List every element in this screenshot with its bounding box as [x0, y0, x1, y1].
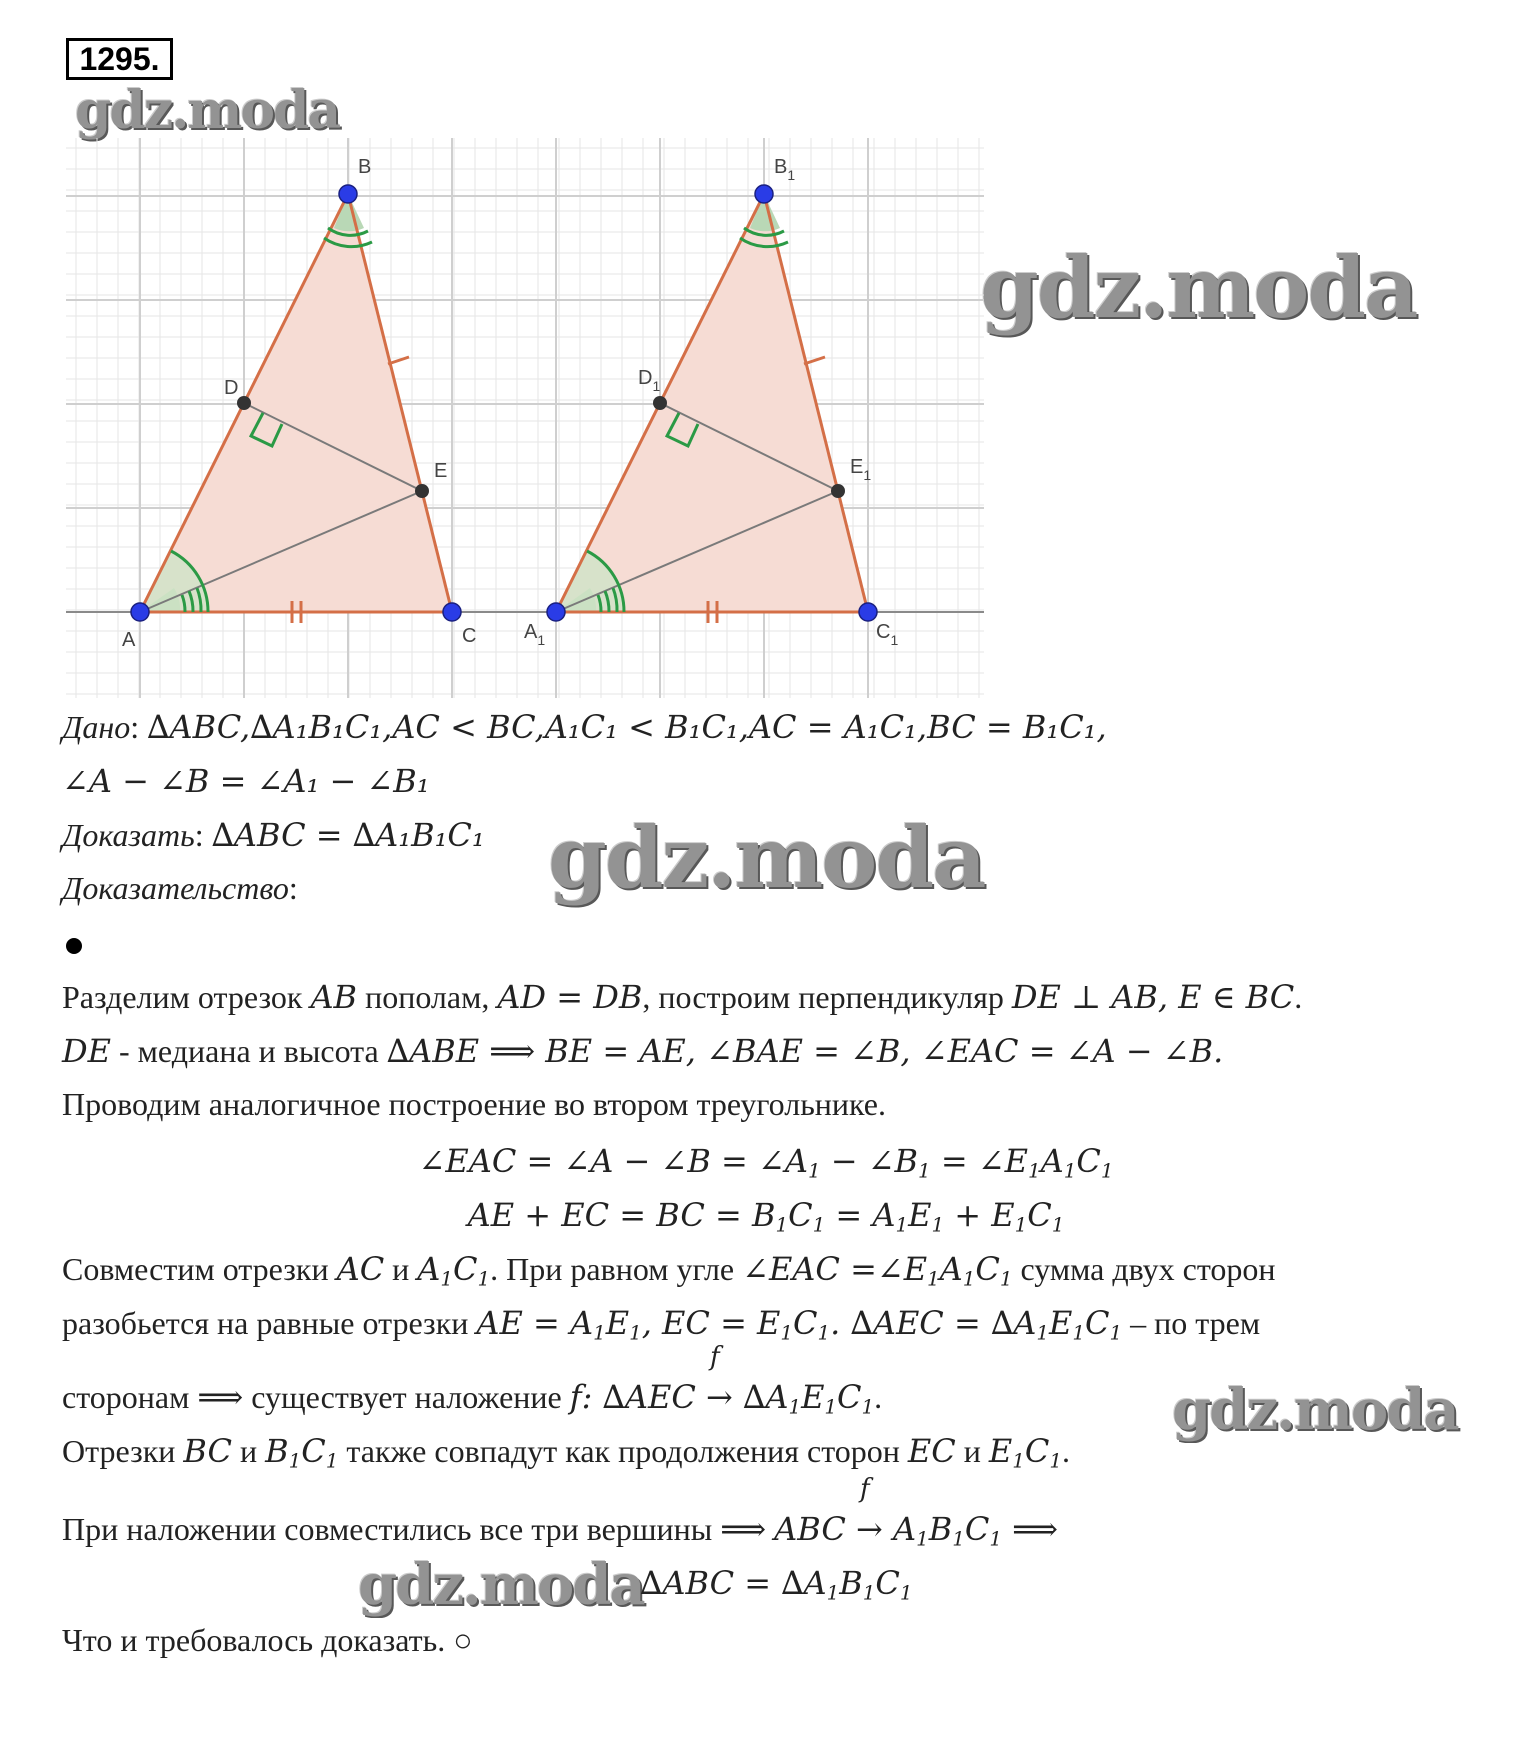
grid [66, 138, 984, 698]
label-d: D [224, 377, 239, 399]
grid-major [66, 138, 984, 698]
label-d1: $D_1$ [638, 367, 661, 394]
qed-line: Что и требовалось доказать. ○ [62, 1622, 473, 1658]
given-label: Дано [62, 709, 131, 745]
watermark: gdz.moda [980, 238, 1417, 337]
proof-label: Доказательство [62, 870, 289, 906]
label-e: E [434, 460, 448, 482]
prove-label: Доказать [62, 817, 195, 853]
proof-line-3: Проводим аналогичное построение во втором треугольнике. [62, 1086, 886, 1122]
label-b: B [358, 156, 372, 178]
proof-line-10: При наложении совместились все три вершины ⟹ ABC → f $A_1B_1C_1$ ⟹ [62, 1474, 1058, 1551]
watermark: gdz.moda [548, 808, 985, 907]
problem-number: 1295. [66, 38, 173, 80]
given-line-2: ∠A − ∠B = ∠A₁ − ∠B₁ [62, 762, 430, 800]
given-line-1: Дано: ∆ABC,∆A₁B₁C₁,AC < BC,A₁C₁ < B₁C₁,AC = A₁C₁,BC = B₁C₁, [62, 708, 1107, 746]
equation-angles: ∠EAC = ∠A − ∠B = $\angle A_1$ − $\angle B_1$ = $\angle E_1A_1C_1$ [418, 1142, 1114, 1183]
conclusion-equation: $\Delta ABC = \Delta A_1B_1C_1$ [640, 1564, 913, 1605]
proof-line-9: Отрезки BC и $B_1C_1$ также совпадут как продолжения сторон EC и $E_1C_1$. [62, 1432, 1070, 1473]
label-a: A [122, 629, 136, 651]
prove-statement: ∆ABC = ∆A₁B₁C₁ [211, 816, 485, 854]
label-c1: $C_1$ [876, 621, 899, 648]
watermark: gdz.moda [1172, 1377, 1458, 1443]
watermark: gdz.moda [75, 80, 340, 141]
proof-line-1: Разделим отрезок AB пополам, AD = DB, построим перпендикуляр DE ⊥ AB, E ∈ BC. [62, 978, 1303, 1016]
label-a1: $A_1$ [524, 621, 546, 648]
bullet [66, 938, 82, 954]
equation-sides: AE + EC = BC = $B_1C_1 = A_1E_1 + E_1C_1$ [467, 1196, 1065, 1237]
label-e1: $E_1$ [850, 456, 872, 483]
geometry-figure [66, 138, 984, 698]
figure-svg [66, 138, 984, 698]
label-c: C [462, 625, 477, 647]
proof-line-7: разобьется на равные отрезки AE = $A_1E_1$, EC = $E_1C_1$. $\Delta AEC = \Delta A_1E_1C_1$ – по трем [62, 1304, 1261, 1345]
prove-line: Доказать: ∆ABC = ∆A₁B₁C₁ [62, 816, 485, 854]
proof-line-8: сторонам ⟹ существует наложение f: ∆AEC → f $\Delta A_1E_1C_1$. [62, 1342, 883, 1419]
label-b1: $B_1$ [774, 156, 796, 183]
proof-line-2: DE - медиана и высота ∆ABE ⟹ BE = AE, ∠BAE = ∠B, ∠EAC = ∠A − ∠B. [62, 1032, 1224, 1070]
watermark: gdz.moda [358, 1552, 644, 1618]
proof-heading: Доказательство: [62, 870, 298, 906]
proof-line-6: Совместим отрезки AC и $A_1C_1$. При равном угле ∠EAC $=\angle E_1A_1C_1$ сумма двух сторон [62, 1250, 1276, 1291]
given-statement-1: ∆ABC,∆A₁B₁C₁,AC < BC,A₁C₁ < B₁C₁,AC = A₁C₁,BC = B₁C₁, [147, 708, 1107, 746]
